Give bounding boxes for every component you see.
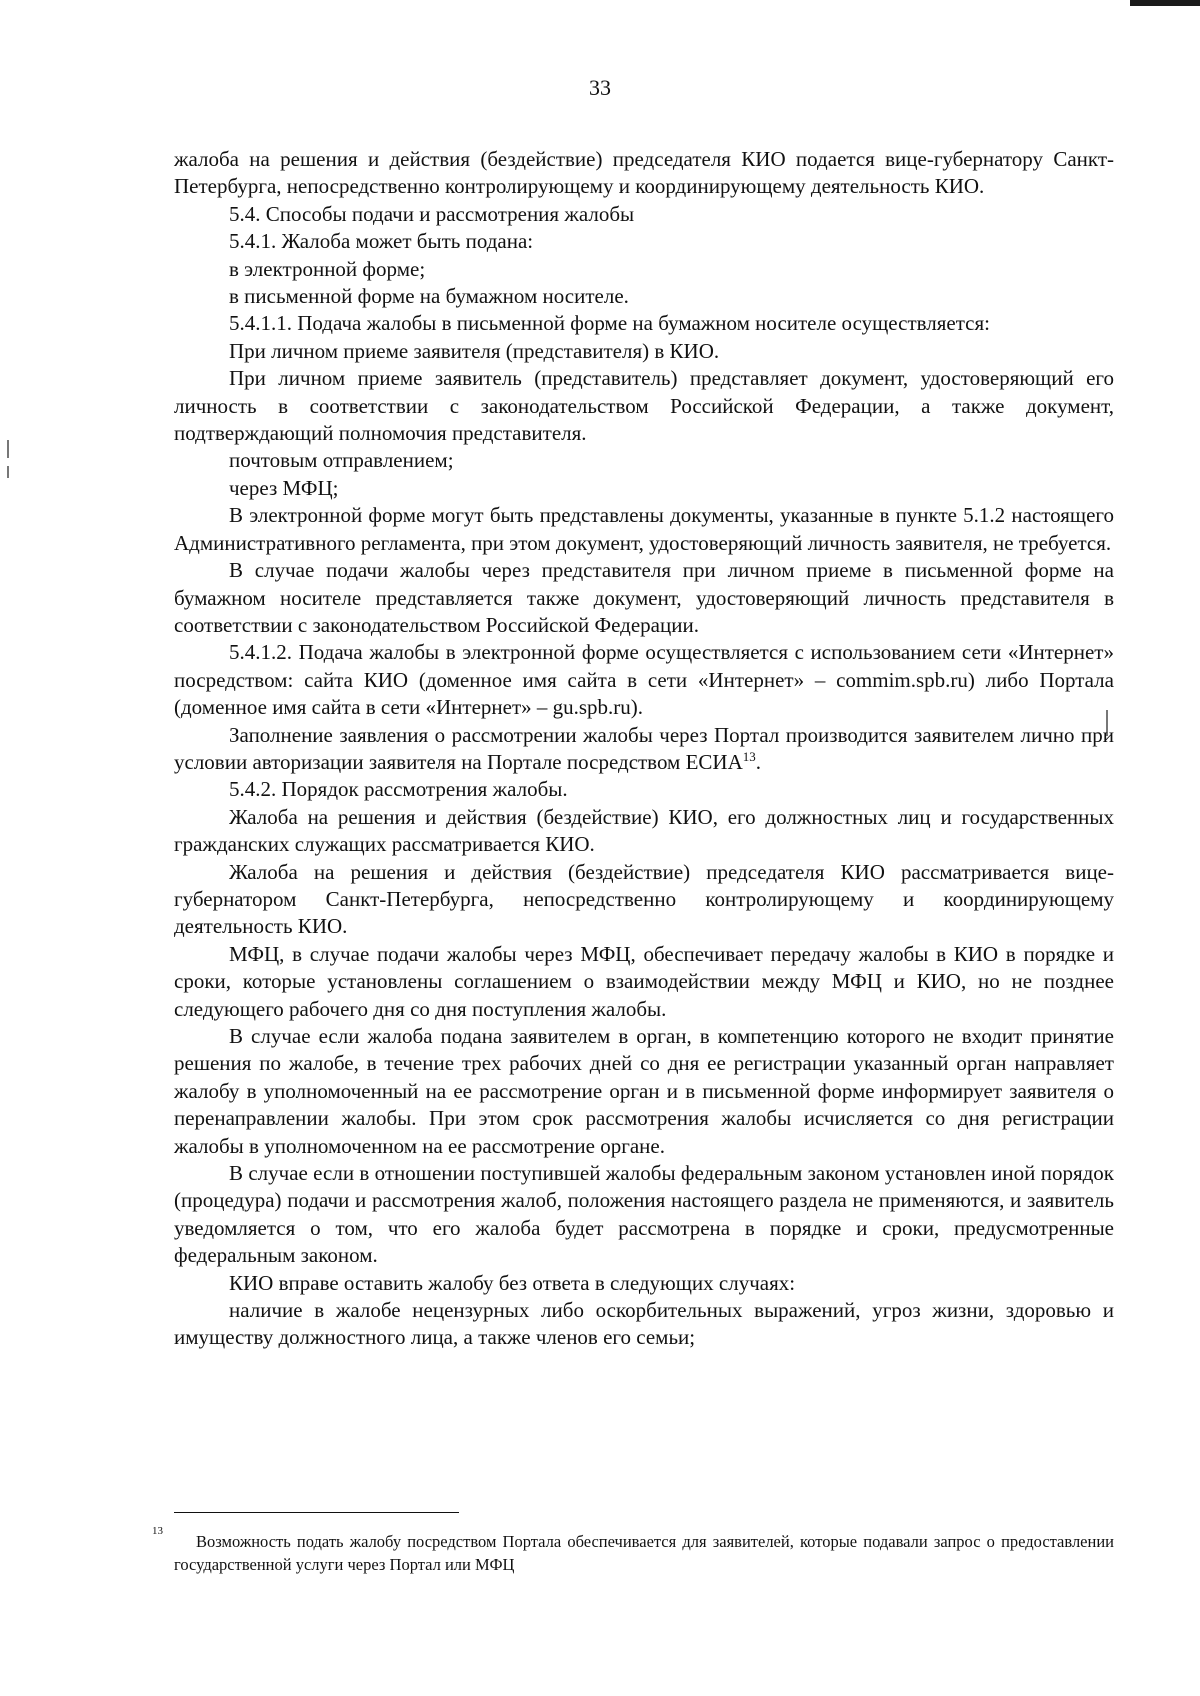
footnote-mark: 13 (152, 1525, 163, 1537)
document-body (174, 146, 1114, 1352)
paragraph-text: Заполнение заявления о рассмотрении жалобы через Портал производится заявителем лично при условии авторизации заявителя на Портале посредством ЕСИА (174, 722, 1114, 774)
paragraph: 5.4.1. Жалоба может быть подана: (229, 229, 534, 254)
paragraph-tail: . (755, 749, 762, 774)
paragraph-with-footnote (174, 722, 1114, 777)
footnote-separator (174, 1512, 459, 1513)
paragraph: Жалоба на решения и действия (бездействие) председателя КИО рассматривается вице-губернатором Санкт-Петербурга, непосредственно контролирующему и координирующему деятельность КИО. (174, 859, 1114, 939)
list-item: в электронной форме; (229, 256, 426, 281)
list-item: почтовым отправлением; (229, 448, 454, 473)
scan-speck (7, 440, 9, 458)
list-item: в письменной форме на бумажном носителе. (229, 284, 629, 309)
paragraph: При личном приеме заявителя (представителя) в КИО. (229, 338, 720, 363)
section-heading: 5.4.2. Порядок рассмотрения жалобы. (229, 777, 568, 802)
paragraph: наличие в жалобе нецензурных либо оскорбительных выражений, угроз жизни, здоровью и имуществу должностного лица, а также членов его семьи; (174, 1298, 1114, 1350)
section-heading: 5.4. Способы подачи и рассмотрения жалобы (229, 201, 635, 226)
list-item: через МФЦ; (229, 475, 339, 500)
paragraph: жалоба на решения и действия (бездействие) председателя КИО подается вице-губернатору Санкт-Петербурга, непосредственно контролирующему и координирующему деятельность КИО. (174, 147, 1114, 199)
footnote-text: Возможность подать жалобу посредством Портала обеспечивается для заявителей, которые подавали запрос о предоставлении государственной услуги через Портал или МФЦ (174, 1532, 1114, 1574)
paragraph: 5.4.1.2. Подача жалобы в электронной форме осуществляется с использованием сети «Интернет» посредством: сайта КИО (доменное имя сайта в сети «Интернет» – commim.spb.ru) либо Портала (доменное имя сайта в сети «Интернет» – gu.spb.ru). (174, 640, 1114, 720)
scan-speck (7, 466, 9, 478)
scan-corner-mark (1130, 0, 1200, 6)
paragraph: В случае если жалоба подана заявителем в орган, в компетенцию которого не входит принятие решения по жалобе, в течение трех рабочих дней со дня ее регистрации указанный орган направляет жалобу в уполномоченный на ее рассмотрение орган и в письменной форме информирует заявителя о перенаправлении жалобы. При этом срок рассмотрения жалобы исчисляется со дня регистрации жалобы в уполномоченном на ее рассмотрение органе. (174, 1024, 1114, 1158)
paragraph: При личном приеме заявитель (представитель) представляет документ, удостоверяющий его личность в соответствии с законодательством Российской Федерации, а также документ, подтверждающий полномочия представителя. (174, 366, 1114, 446)
paragraph: В электронной форме могут быть представлены документы, указанные в пункте 5.1.2 настоящего Административного регламента, при этом документ, удостоверяющий личность заявителя, не требуется. (174, 503, 1114, 555)
paragraph: МФЦ, в случае подачи жалобы через МФЦ, обеспечивает передачу жалобы в КИО в порядке и сроки, которые установлены соглашением о взаимодействии между МФЦ и КИО, но не позднее следующего рабочего дня со дня поступления жалобы. (174, 941, 1114, 1021)
paragraph: В случае подачи жалобы через представителя при личном приеме в письменной форме на бумажном носителе представляется также документ, удостоверяющий личность представителя в соответствии с законодательством Российской Федерации. (174, 558, 1114, 637)
paragraph: Жалоба на решения и действия (бездействие) КИО, его должностных лиц и государственных гражданских служащих рассматривается КИО. (174, 804, 1114, 857)
paragraph: КИО вправе оставить жалобу без ответа в следующих случаях: (229, 1270, 796, 1295)
page-number: 33 (589, 75, 611, 100)
footnote-reference: 13 (742, 748, 756, 764)
footnote (152, 1525, 1114, 1576)
paragraph: 5.4.1.1. Подача жалобы в письменной форме на бумажном носителе осуществляется: (229, 311, 990, 336)
paragraph: В случае если в отношении поступившей жалобы федеральным законом установлен иной порядок (процедура) подачи и рассмотрения жалоб, положения настоящего раздела не применяются, и заявитель уведомляется о том, что его жалоба будет рассмотрена в порядке и сроки, предусмотренные федеральным законом. (174, 1161, 1114, 1268)
